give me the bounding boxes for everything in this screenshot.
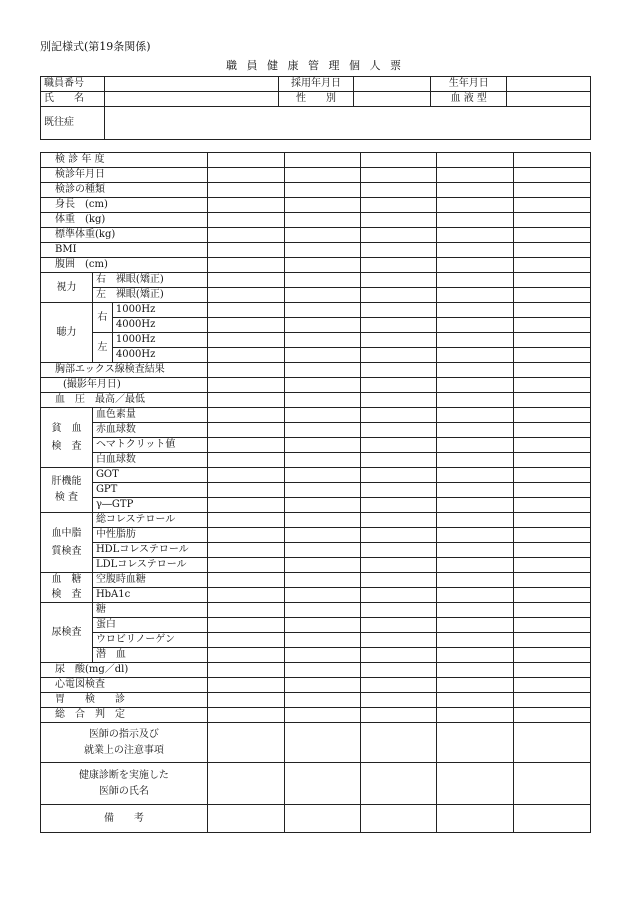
label-remarks: 備 考 xyxy=(41,805,208,833)
label-hemoglobin: 血色素量 xyxy=(92,408,207,423)
label-hdl: HDLコレステロール xyxy=(92,543,207,558)
label-weight: 体重 (kg) xyxy=(41,213,208,228)
label-overall: 総 合 判 定 xyxy=(41,708,208,723)
label-urine-sugar: 糖 xyxy=(92,603,207,618)
employee-number-field[interactable] xyxy=(104,77,278,92)
label-std-weight: 標準体重(kg) xyxy=(41,228,208,243)
label-hearing-left-4000: 4000Hz xyxy=(112,348,207,363)
label-bmi: BMI xyxy=(41,243,208,258)
label-vision: 視力 xyxy=(41,273,93,303)
label-fasting-glucose: 空腹時血糖 xyxy=(92,573,207,588)
label-tg: 中性脂肪 xyxy=(92,528,207,543)
label-waist: 腹囲 (cm) xyxy=(41,258,208,273)
label-vision-left: 左 裸眼(矯正) xyxy=(92,288,207,303)
label-ldl: LDLコレステロール xyxy=(92,558,207,573)
birth-date-field[interactable] xyxy=(507,77,591,92)
label-date: 検診年月日 xyxy=(41,168,208,183)
label-gpt: GPT xyxy=(92,483,207,498)
label-bp: 血 圧 最高／最低 xyxy=(41,393,208,408)
label-glucose: 血 糖 検 査 xyxy=(41,573,93,603)
label-height: 身長 (cm) xyxy=(41,198,208,213)
sex-label: 性 別 xyxy=(278,92,354,107)
label-wbc: 白血球数 xyxy=(92,453,207,468)
label-type: 検診の種類 xyxy=(41,183,208,198)
medical-history-label: 既往症 xyxy=(41,107,105,140)
label-urine-protein: 蛋白 xyxy=(92,618,207,633)
label-liver: 肝機能 検 査 xyxy=(41,468,93,513)
hire-date-field[interactable] xyxy=(354,77,431,92)
label-xray-date: (撮影年月日) xyxy=(41,378,208,393)
label-lipid: 血中脂 質検査 xyxy=(41,513,93,573)
label-hearing: 聴力 xyxy=(41,303,93,363)
label-hematocrit: ヘマトクリット値 xyxy=(92,438,207,453)
birth-date-label: 生年月日 xyxy=(431,77,507,92)
label-year: 検 診 年 度 xyxy=(41,153,208,168)
medical-history-field[interactable] xyxy=(104,107,590,140)
label-ggtp: γ―GTP xyxy=(92,498,207,513)
label-anemia: 貧 血 検 査 xyxy=(41,408,93,468)
exam-table xyxy=(40,152,591,833)
name-field[interactable] xyxy=(104,92,278,107)
label-occult-blood: 潜 血 xyxy=(92,648,207,663)
sex-field[interactable] xyxy=(354,92,431,107)
page-title: 職 員 健 康 管 理 個 人 票 xyxy=(226,59,404,72)
label-ecg: 心電図検査 xyxy=(41,678,208,693)
employee-number-label: 職員番号 xyxy=(41,77,105,92)
label-urobilinogen: ウロビリノーゲン xyxy=(92,633,207,648)
label-vision-right: 右 裸眼(矯正) xyxy=(92,273,207,288)
label-stomach: 胃 検 診 xyxy=(41,693,208,708)
blood-type-field[interactable] xyxy=(507,92,591,107)
label-got: GOT xyxy=(92,468,207,483)
label-urine: 尿検査 xyxy=(41,603,93,663)
label-rbc: 赤血球数 xyxy=(92,423,207,438)
label-hearing-left-1000: 1000Hz xyxy=(112,333,207,348)
label-hearing-right-4000: 4000Hz xyxy=(112,318,207,333)
label-xray: 胸部エックス線検査結果 xyxy=(41,363,208,378)
label-hba1c: HbA1c xyxy=(92,588,207,603)
blood-type-label: 血 液 型 xyxy=(431,92,507,107)
header-table xyxy=(40,76,591,140)
label-doctor-name: 健康診断を実施した 医師の氏名 xyxy=(41,763,208,805)
label-uric-acid: 尿 酸(mg／dl) xyxy=(41,663,208,678)
label-hearing-right-1000: 1000Hz xyxy=(112,303,207,318)
form-label: 別記様式(第19条関係) xyxy=(40,40,151,53)
row-year xyxy=(41,153,591,168)
label-total-chol: 総コレステロール xyxy=(92,513,207,528)
hire-date-label: 採用年月日 xyxy=(278,77,354,92)
name-label: 氏 名 xyxy=(41,92,105,107)
label-hearing-left: 左 xyxy=(92,333,112,363)
label-hearing-right: 右 xyxy=(92,303,112,333)
label-doctor-instruction: 医師の指示及び 就業上の注意事項 xyxy=(41,723,208,763)
